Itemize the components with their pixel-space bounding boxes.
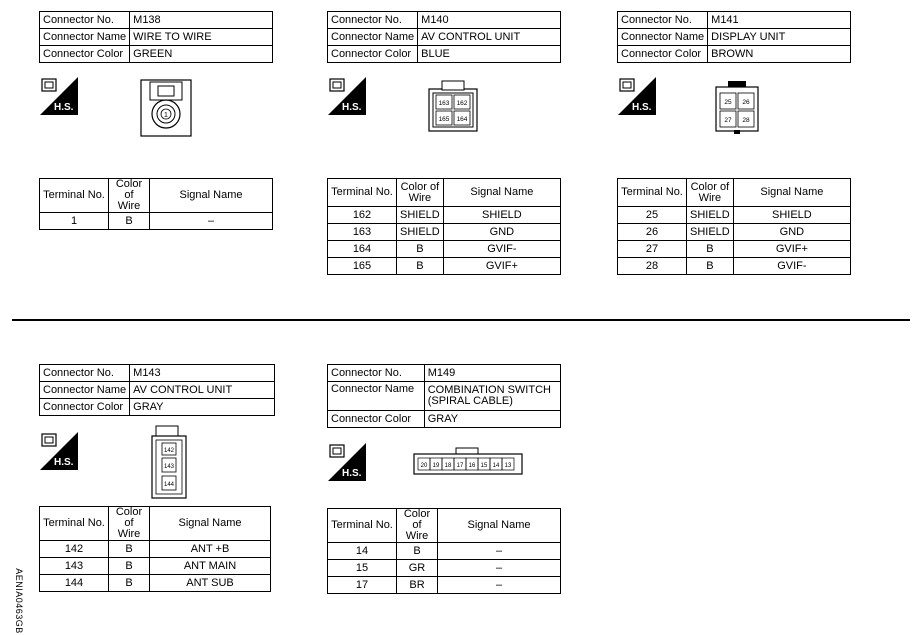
wire-color-cell: SHIELD [687, 207, 734, 224]
connector-color-label: Connector Color [618, 46, 708, 63]
terminal-no-cell: 143 [40, 558, 109, 575]
pin-label: 165 [438, 116, 450, 123]
terminal-no-cell: 28 [618, 258, 687, 275]
terminal-table-m149 [327, 508, 561, 594]
pin-label: 27 [724, 117, 732, 124]
hs-label: H.S. [342, 468, 362, 479]
terminal-table-m141 [617, 178, 851, 275]
connector-face-m143 [150, 424, 190, 500]
connector-color-label: Connector Color [40, 399, 130, 416]
connector-info-m149 [327, 364, 561, 428]
table-row [618, 207, 851, 224]
connector-info-m143 [39, 364, 275, 416]
connector-no-label: Connector No. [618, 12, 708, 29]
terminal-no-cell: 14 [328, 543, 397, 560]
connector-name-label: Connector Name [40, 382, 130, 399]
terminal-no-cell: 1 [40, 213, 109, 230]
connector-no-value: M143 [130, 365, 275, 382]
signal-name-header: Signal Name [438, 509, 561, 543]
signal-name-cell: – [150, 213, 273, 230]
connector-color-value: BLUE [418, 46, 561, 63]
terminal-no-cell: 17 [328, 577, 397, 594]
terminal-no-header: Terminal No. [328, 509, 397, 543]
color-of-wire-header: Color of Wire [397, 509, 438, 543]
hs-label: H.S. [342, 102, 362, 113]
connector-color-label: Connector Color [40, 46, 130, 63]
wire-color-cell: B [109, 213, 150, 230]
signal-name-cell: GVIF+ [443, 258, 560, 275]
table-row [328, 560, 561, 577]
connector-no-value: M138 [130, 12, 273, 29]
pin-label: 1 [164, 112, 168, 119]
pin-label: 16 [468, 463, 476, 469]
terminal-table-m140 [327, 178, 561, 275]
pin-label: 15 [480, 463, 488, 469]
connector-name-value: WIRE TO WIRE [130, 29, 273, 46]
terminal-no-cell: 15 [328, 560, 397, 577]
color-of-wire-header: Color of Wire [687, 179, 734, 207]
table-row [618, 258, 851, 275]
wire-color-cell: B [109, 558, 150, 575]
pin-label: 18 [444, 463, 452, 469]
signal-name-cell: SHIELD [443, 207, 560, 224]
wire-color-cell: B [687, 258, 734, 275]
connector-color-value: GREEN [130, 46, 273, 63]
hs-label: H.S. [54, 102, 74, 113]
harness-side-icon [328, 77, 366, 115]
pin-label: 13 [504, 463, 512, 469]
pin-label: 25 [724, 99, 732, 106]
connector-name-label: Connector Name [40, 29, 130, 46]
terminal-no-header: Terminal No. [328, 179, 397, 207]
terminal-no-cell: 26 [618, 224, 687, 241]
wire-color-cell: B [397, 241, 444, 258]
signal-name-cell: – [438, 577, 561, 594]
pin-label: 28 [742, 117, 750, 124]
connector-no-label: Connector No. [328, 365, 425, 382]
signal-name-cell: GND [733, 224, 850, 241]
terminal-table-m138 [39, 178, 273, 230]
connector-color-value: GRAY [130, 399, 275, 416]
wire-color-cell: SHIELD [687, 224, 734, 241]
signal-name-cell: – [438, 543, 561, 560]
pin-label: 142 [163, 448, 175, 454]
connector-name-label: Connector Name [328, 29, 418, 46]
harness-side-icon [328, 443, 366, 481]
connector-name-value: AV CONTROL UNIT [418, 29, 561, 46]
connector-color-label: Connector Color [328, 411, 425, 428]
figure-code: AENIA0463GB [13, 568, 24, 634]
table-row [328, 543, 561, 560]
table-row [40, 558, 271, 575]
connector-no-label: Connector No. [328, 12, 418, 29]
connector-color-value: GRAY [424, 411, 560, 428]
wire-color-cell: BR [397, 577, 438, 594]
signal-name-cell: ANT MAIN [150, 558, 271, 575]
hs-label: H.S. [54, 457, 74, 468]
connector-no-label: Connector No. [40, 12, 130, 29]
connector-name-value: AV CONTROL UNIT [130, 382, 275, 399]
table-row [40, 575, 271, 592]
terminal-no-header: Terminal No. [618, 179, 687, 207]
connector-no-label: Connector No. [40, 365, 130, 382]
table-row [40, 541, 271, 558]
color-of-wire-header: Color of Wire [397, 179, 444, 207]
connector-name-label: Connector Name [328, 382, 425, 411]
signal-name-header: Signal Name [150, 507, 271, 541]
terminal-no-cell: 25 [618, 207, 687, 224]
connector-info-m138 [39, 11, 273, 63]
terminal-no-cell: 163 [328, 224, 397, 241]
connector-face-m141 [714, 79, 760, 135]
terminal-no-cell: 144 [40, 575, 109, 592]
table-row [618, 241, 851, 258]
terminal-no-cell: 162 [328, 207, 397, 224]
connector-color-label: Connector Color [328, 46, 418, 63]
wire-color-cell: GR [397, 560, 438, 577]
terminal-no-cell: 142 [40, 541, 109, 558]
pin-label: 144 [163, 482, 175, 488]
pin-label: 14 [492, 463, 500, 469]
table-row [618, 224, 851, 241]
table-row [328, 577, 561, 594]
connector-name-label: Connector Name [618, 29, 708, 46]
pin-label: 17 [456, 463, 464, 469]
signal-name-cell: – [438, 560, 561, 577]
signal-name-cell: GVIF+ [733, 241, 850, 258]
signal-name-header: Signal Name [733, 179, 850, 207]
signal-name-cell: GVIF- [443, 241, 560, 258]
harness-side-icon [40, 432, 78, 470]
table-row [328, 224, 561, 241]
pin-label: 162 [456, 100, 468, 107]
terminal-no-header: Terminal No. [40, 179, 109, 213]
connector-no-value: M140 [418, 12, 561, 29]
table-row [328, 241, 561, 258]
wire-color-cell: B [397, 258, 444, 275]
signal-name-cell: ANT +B [150, 541, 271, 558]
terminal-no-cell: 165 [328, 258, 397, 275]
wire-color-cell: B [109, 541, 150, 558]
harness-side-icon [40, 77, 78, 115]
signal-name-cell: GVIF- [733, 258, 850, 275]
connector-name-value: DISPLAY UNIT [708, 29, 851, 46]
signal-name-cell: GND [443, 224, 560, 241]
terminal-table-m143 [39, 506, 271, 592]
connector-no-value: M141 [708, 12, 851, 29]
color-of-wire-header: Color of Wire [109, 507, 150, 541]
signal-name-header: Signal Name [443, 179, 560, 207]
connector-face-m140 [428, 79, 478, 133]
connector-color-value: BROWN [708, 46, 851, 63]
terminal-no-cell: 164 [328, 241, 397, 258]
table-row [328, 258, 561, 275]
signal-name-cell: SHIELD [733, 207, 850, 224]
connector-no-value: M149 [424, 365, 560, 382]
connector-info-m141 [617, 11, 851, 63]
section-divider [12, 319, 910, 321]
pin-label: 163 [438, 100, 450, 107]
pin-label: 26 [742, 99, 750, 106]
wire-color-cell: B [397, 543, 438, 560]
harness-side-icon [618, 77, 656, 115]
pin-label: 164 [456, 116, 468, 123]
wire-color-cell: B [109, 575, 150, 592]
terminal-no-header: Terminal No. [40, 507, 109, 541]
connector-info-m140 [327, 11, 561, 63]
pin-label: 20 [420, 463, 428, 469]
connector-face-m138 [140, 79, 192, 137]
signal-name-cell: ANT SUB [150, 575, 271, 592]
pin-label: 19 [432, 463, 440, 469]
table-row [328, 207, 561, 224]
wire-color-cell: SHIELD [397, 224, 444, 241]
wire-color-cell: B [687, 241, 734, 258]
terminal-no-cell: 27 [618, 241, 687, 258]
table-row [40, 213, 273, 230]
color-of-wire-header: Color of Wire [109, 179, 150, 213]
connector-face-m149 [412, 446, 524, 476]
pin-label: 143 [163, 464, 175, 470]
connector-name-value: COMBINATION SWITCH (SPIRAL CABLE) [424, 382, 560, 411]
wire-color-cell: SHIELD [397, 207, 444, 224]
signal-name-header: Signal Name [150, 179, 273, 213]
hs-label: H.S. [632, 102, 652, 113]
